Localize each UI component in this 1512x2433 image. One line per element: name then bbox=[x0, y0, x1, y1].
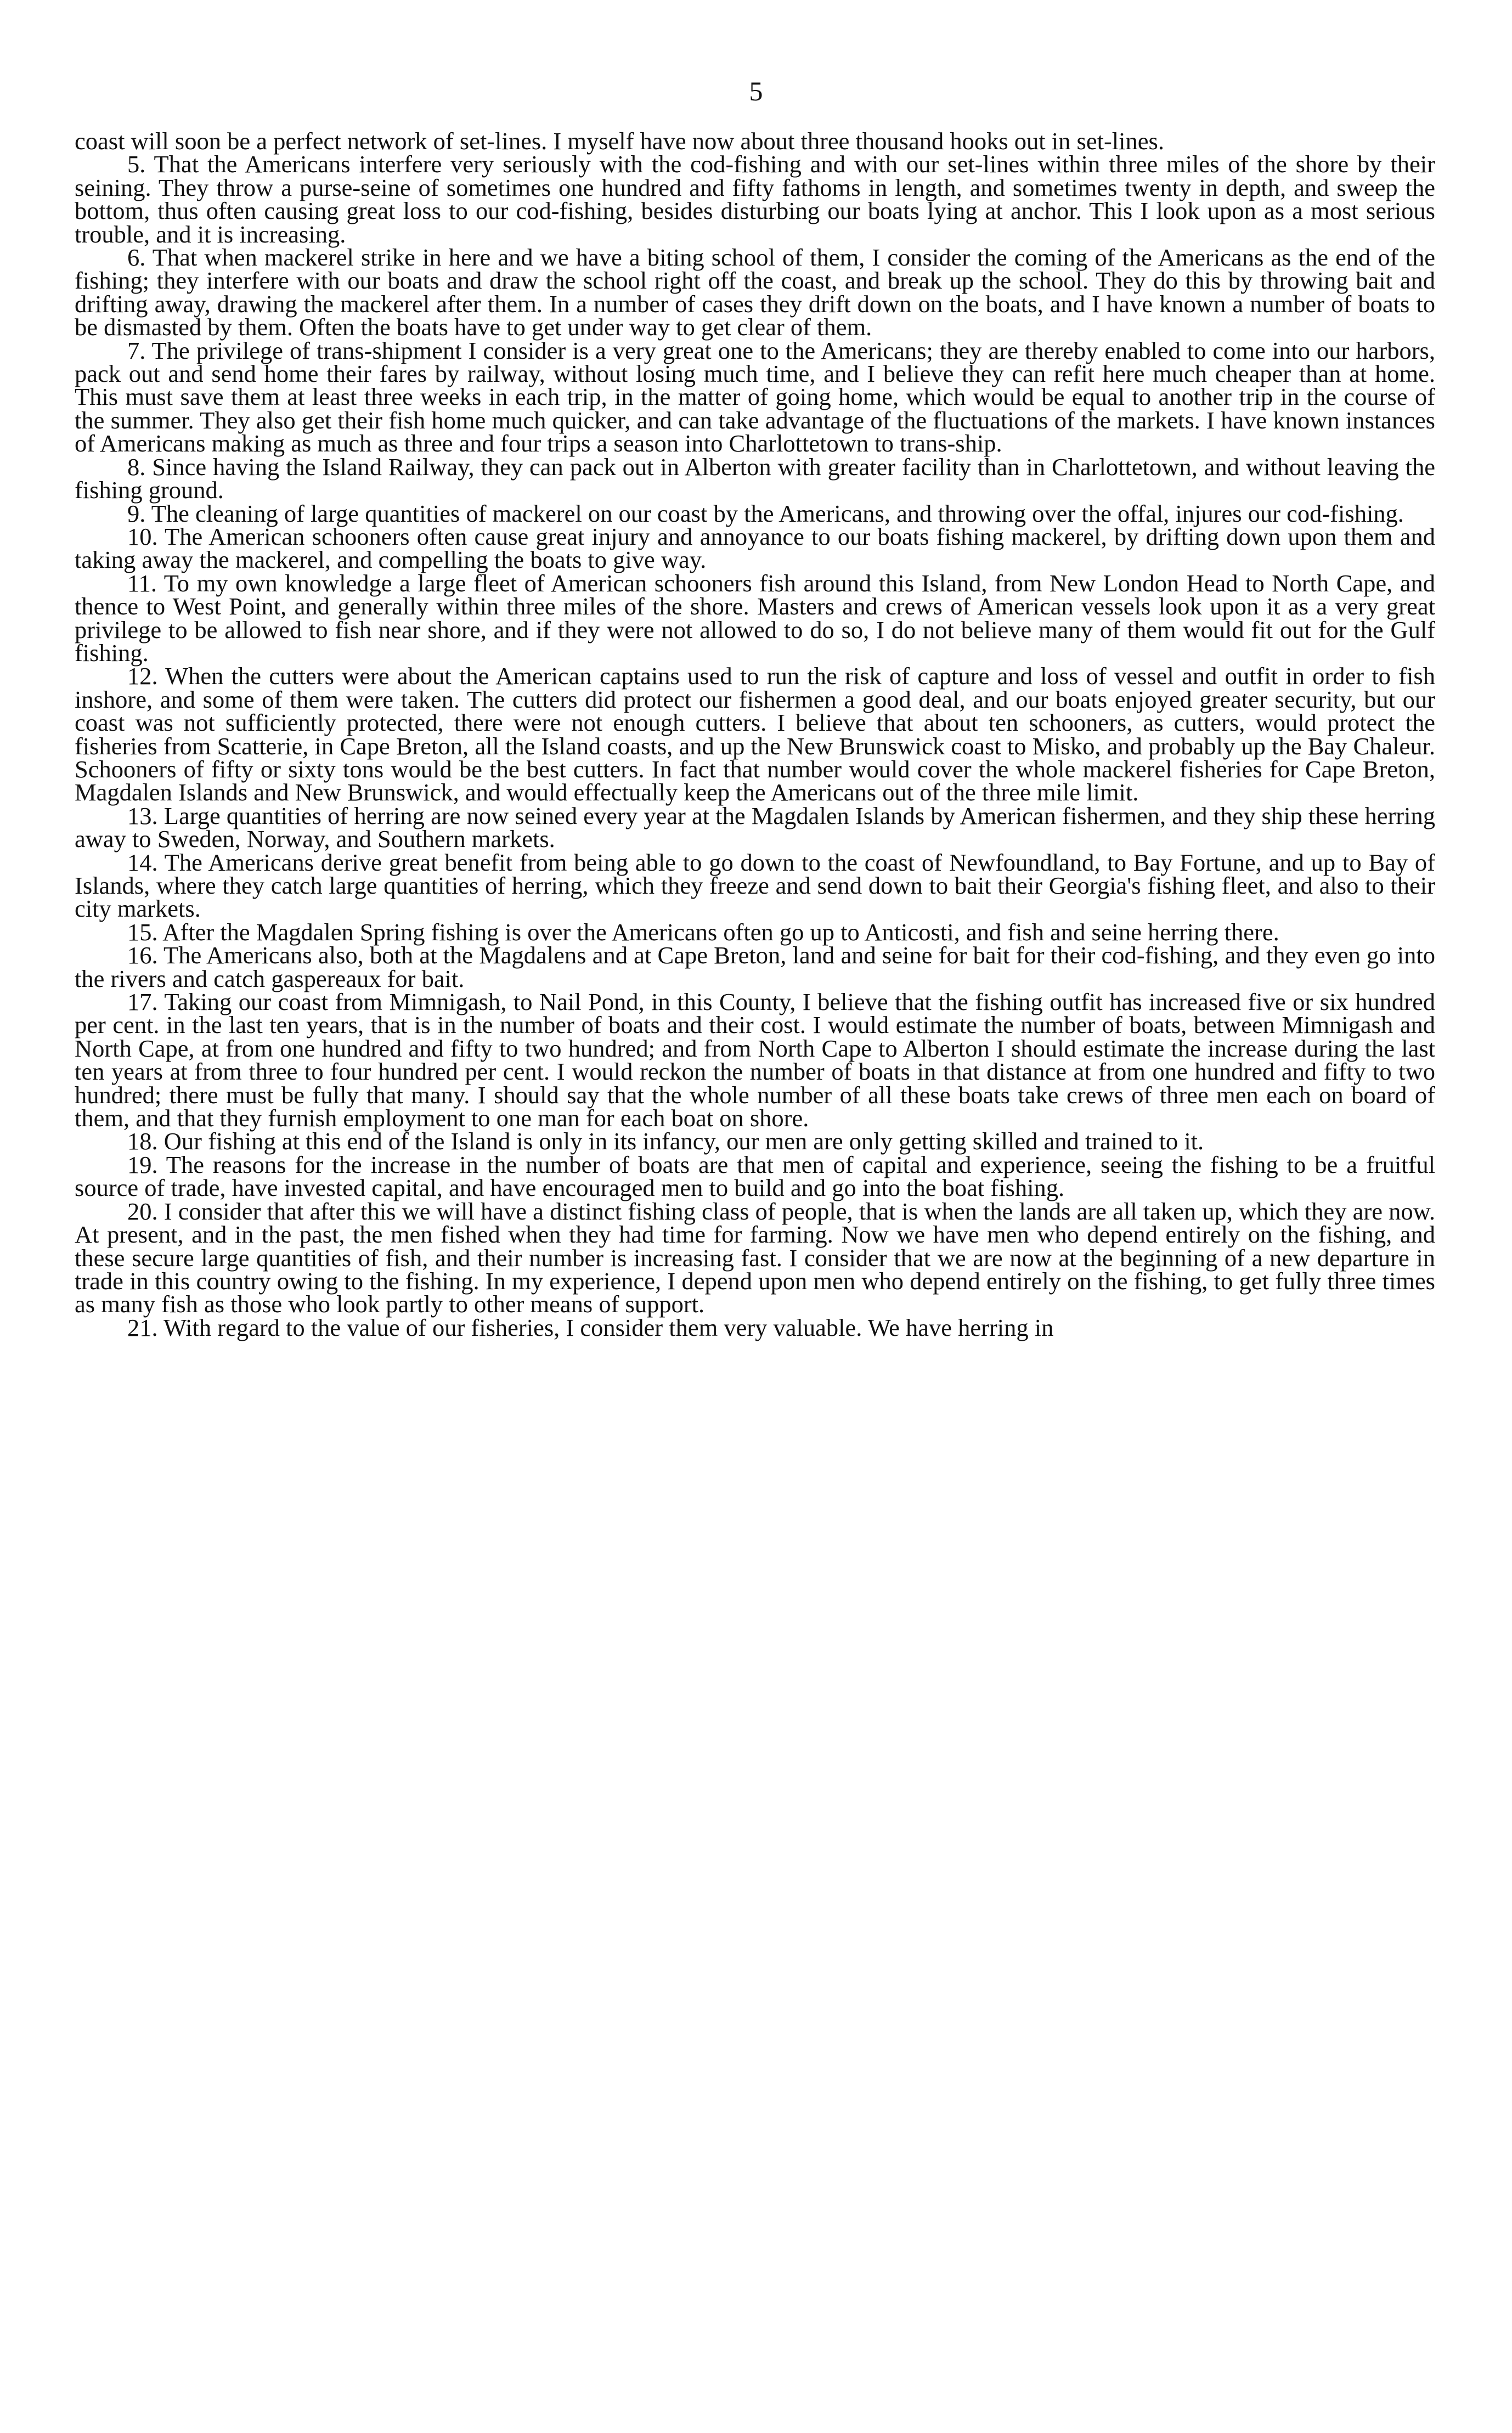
paragraph-continuation: coast will soon be a perfect network of set-lines. I myself have now about three thousand hooks out in set-lines. bbox=[75, 127, 1164, 155]
paragraph-6: 6. That when mackerel strike in here and we have a biting school of them, I consider the coming of the Americans as the end of the fishing; they interfere with our boats and draw the school right off the coast, and break up the school. They do this by throwing bait and drifting away, drawing the mackerel after them. In a number of cases they drift down on the boats, and I have known a number of boats to be dismasted by them. Often the boats have to get under way to get clear of them. bbox=[75, 244, 1435, 341]
paragraph-14: 14. The Americans derive great benefit from being able to go down to the coast of Newfoundland, to Bay Fortune, and up to Bay of Islands, where they catch large quantities of herring, which they freeze and send down to bait their Georgia's fishing fleet, and also to their city markets. bbox=[75, 848, 1435, 923]
paragraph-19: 19. The reasons for the increase in the number of boats are that men of capital and experience, seeing the fishing to be a fruitful source of trade, have invested capital, and have encouraged men to build and go into the boat fishing. bbox=[75, 1150, 1435, 1202]
paragraph-13: 13. Large quantities of herring are now seined every year at the Magdalen Islands by American fishermen, and they ship these herring away to Sweden, Norway, and Southern markets. bbox=[75, 801, 1435, 853]
paragraph-11: 11. To my own knowledge a large fleet of American schooners fish around this Island, from New London Head to North Cape, and thence to West Point, and generally within three miles of the shore. Masters and crews of American vessels look upon it as a very great privilege to be allowed to fish near shore, and if they were not allowed to do so, I do not believe many of them would fit out for the Gulf fishing. bbox=[75, 569, 1435, 667]
page-number: 5 bbox=[749, 76, 763, 106]
paragraph-21: 21. With regard to the value of our fisheries, I consider them very valuable. We have herring in bbox=[127, 1313, 1054, 1341]
paragraph-18: 18. Our fishing at this end of the Island is only in its infancy, our men are only getting skilled and trained to it. bbox=[127, 1127, 1204, 1155]
paragraph-10: 10. The American schooners often cause great injury and annoyance to our boats fishing mackerel, by drifting down upon them and taking away the mackerel, and compelling the boats to give way. bbox=[75, 522, 1435, 574]
paragraph-15: 15. After the Magdalen Spring fishing is over the Americans often go up to Anticosti, and fish and seine herring there. bbox=[127, 918, 1279, 946]
paragraph-12: 12. When the cutters were about the American captains used to run the risk of capture and loss of vessel and outfit in order to fish inshore, and some of them were taken. The cutters did protect our fishermen a good deal, and our boats enjoyed greater security, but our coast was not sufficiently protected, there were not enough cutters. I believe that about ten schooners, as cutters, would protect the fisheries from Scatterie, in Cape Breton, all the Island coasts, and up the New Brunswick coast to Misko, and probably up the Bay Chaleur. Schooners of fifty or sixty tons would be the best cutters. In fact that number would cover the whole mackerel fisheries for Cape Breton, Magdalen Islands and New Brunswick, and would effectually keep the Americans out of the three mile limit. bbox=[75, 662, 1435, 806]
paragraph-16: 16. The Americans also, both at the Magdalens and at Cape Breton, land and seine for bait for their cod-fishing, and they even go into the rivers and catch gaspereaux for bait. bbox=[75, 941, 1435, 992]
paragraph-17: 17. Taking our coast from Mimnigash, to Nail Pond, in this County, I believe that the fishing outfit has increased five or six hundred per cent. in the last ten years, that is in the number of boats and their cost. I would estimate the number of boats, between Mimnigash and North Cape, at from one hundred and fifty to two hundred; and from North Cape to Alberton I should estimate the increase during the last ten years at from three to four hundred per cent. I would reckon the number of boats in that distance at from one hundred and fifty to two hundred; there must be fully that many. I should say that the whole number of all these boats take crews of three men each on board of them, and that they furnish employment to one man for each boat on shore. bbox=[75, 988, 1435, 1132]
paragraph-5: 5. That the Americans interfere very seriously with the cod-fishing and with our set-lines within three miles of the shore by their seining. They throw a purse-seine of sometimes one hundred and fifty fathoms in length, and sometimes twenty in depth, and sweep the bottom, thus often causing great loss to our cod-fishing, besides disturbing our boats lying at anchor. This I look upon as a most serious trouble, and it is increasing. bbox=[75, 150, 1435, 248]
paragraph-20: 20. I consider that after this we will have a distinct fishing class of people, that is when the lands are all taken up, which they are now. At present, and in the past, the men fished when they had time for farming. Now we have men who depend entirely on the fishing, and these secure large quantities of fish, and their number is increasing fast. I consider that we are now at the beginning of a new departure in trade in this country owing to the fishing. In my experience, I depend upon men who depend entirely on the fishing, to get fully three times as many fish as those who look partly to other means of support. bbox=[75, 1197, 1435, 1318]
paragraph-9: 9. The cleaning of large quantities of mackerel on our coast by the Americans, and throwing over the offal, injures our cod-fishing. bbox=[127, 499, 1404, 527]
paragraph-7: 7. The privilege of trans-shipment I consider is a very great one to the Americans; they are thereby enabled to come into our harbors, pack out and send home their fares by railway, without losing much time, and I believe they can refit here much cheaper than at home. This must save them at least three weeks in each trip, in the matter of going home, which would be equal to another trip in the course of the summer. They also get their fish home much quicker, and can take advantage of the fluctuations of the markets. I have known instances of Americans making as much as three and four trips a season into Charlottetown to trans-ship. bbox=[75, 336, 1435, 458]
document-body bbox=[75, 129, 1435, 1339]
paragraph-8: 8. Since having the Island Railway, they can pack out in Alberton with greater facility than in Charlottetown, and without leaving the fishing ground. bbox=[75, 453, 1435, 504]
